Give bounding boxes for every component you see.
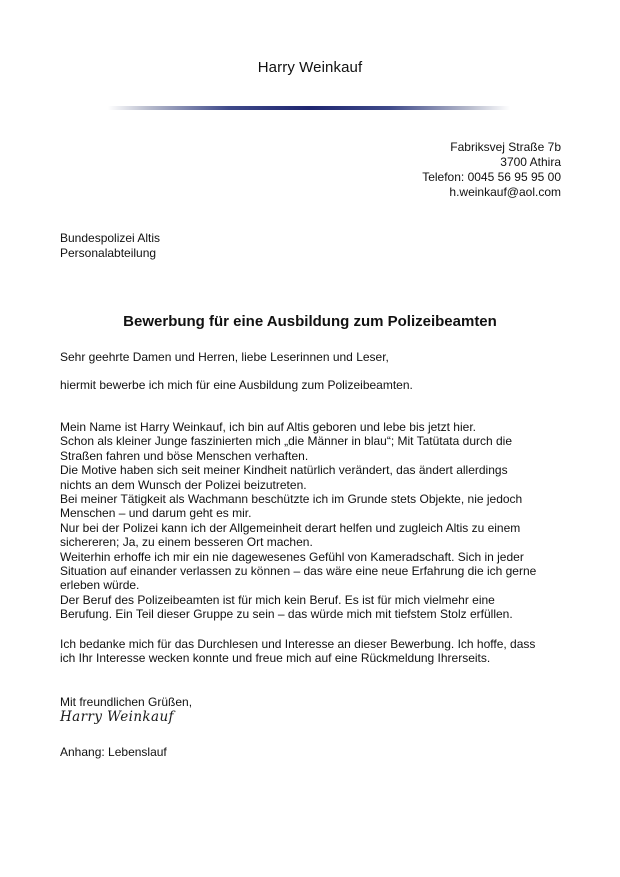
closing-line: ich Ihr Interesse wecken konnte und freue mich auf eine Rückmeldung Ihrerseits. — [60, 651, 491, 666]
recipient-line-2: Personalabteilung — [60, 246, 157, 260]
letter-subject: Bewerbung für eine Ausbildung zum Polizeibeamten — [123, 313, 497, 330]
handwritten-signature: Harry Weinkauf — [60, 709, 174, 725]
main-line: Bei meiner Tätigkeit als Wachmann beschützte ich im Grunde stets Objekte, nie jedoch — [60, 492, 523, 507]
main-line: Schon als kleiner Junge faszinierten mich „die Männer in blau“; Mit Tatütata durch die — [60, 434, 513, 449]
main-line: nichts an dem Wunsch der Polizei beizutreten. — [60, 477, 307, 492]
main-paragraph — [60, 420, 560, 622]
main-line: Weiterhin erhoffe ich mir ein nie dagewesenes Gefühl von Kameradschaft. Sich in jeder — [60, 549, 524, 564]
main-line: erleben würde. — [60, 578, 140, 593]
salutation: Sehr geehrte Damen und Herren, liebe Leserinnen und Leser, — [60, 350, 389, 364]
closing-paragraph — [60, 637, 560, 666]
recipient-line-1: Bundespolizei Altis — [60, 231, 161, 245]
sender-phone: Telefon: 0045 56 95 95 00 — [422, 170, 561, 184]
main-line: Berufung. Ein Teil dieser Gruppe zu sein – das würde mich mit tiefstem Stolz erfüllen. — [60, 607, 513, 622]
letter-header-name: Harry Weinkauf — [257, 59, 363, 76]
sender-email: h.weinkauf@aol.com — [449, 185, 561, 199]
main-line: Die Motive haben sich seit meiner Kindheit natürlich verändert, das ändert allerdings — [60, 463, 508, 478]
intro-paragraph: hiermit bewerbe ich mich für eine Ausbildung zum Polizeibeamten. — [60, 378, 413, 392]
header-divider — [108, 106, 510, 110]
main-line: sichereren; Ja, zu einem besseren Ort machen. — [60, 535, 313, 550]
main-line: Situation auf einander verlassen zu können – das wäre eine neue Erfahrung die ich gerne — [60, 564, 537, 579]
main-line: Nur bei der Polizei kann ich der Allgemeinheit derart helfen und zugleich Altis zu einem — [60, 520, 521, 535]
sender-street: Fabriksvej Straße 7b — [450, 140, 561, 154]
main-line: Straßen fahren und böse Menschen verhaften. — [60, 448, 309, 463]
main-line: Menschen – und darum geht es mir. — [60, 506, 252, 521]
attachment-note: Anhang: Lebenslauf — [60, 745, 167, 759]
sender-address — [422, 140, 561, 200]
complimentary-close: Mit freundlichen Grüßen, — [60, 695, 193, 709]
recipient-address — [60, 231, 160, 261]
main-line: Der Beruf des Polizeibeamten ist für mich kein Beruf. Es ist für mich vielmehr eine — [60, 592, 495, 607]
closing-line: Ich bedanke mich für das Durchlesen und Interesse an dieser Bewerbung. Ich hoffe, dass — [60, 637, 536, 651]
sender-city: 3700 Athira — [500, 155, 561, 169]
main-line: Mein Name ist Harry Weinkauf, ich bin auf Altis geboren und lebe bis jetzt hier. — [60, 420, 476, 434]
